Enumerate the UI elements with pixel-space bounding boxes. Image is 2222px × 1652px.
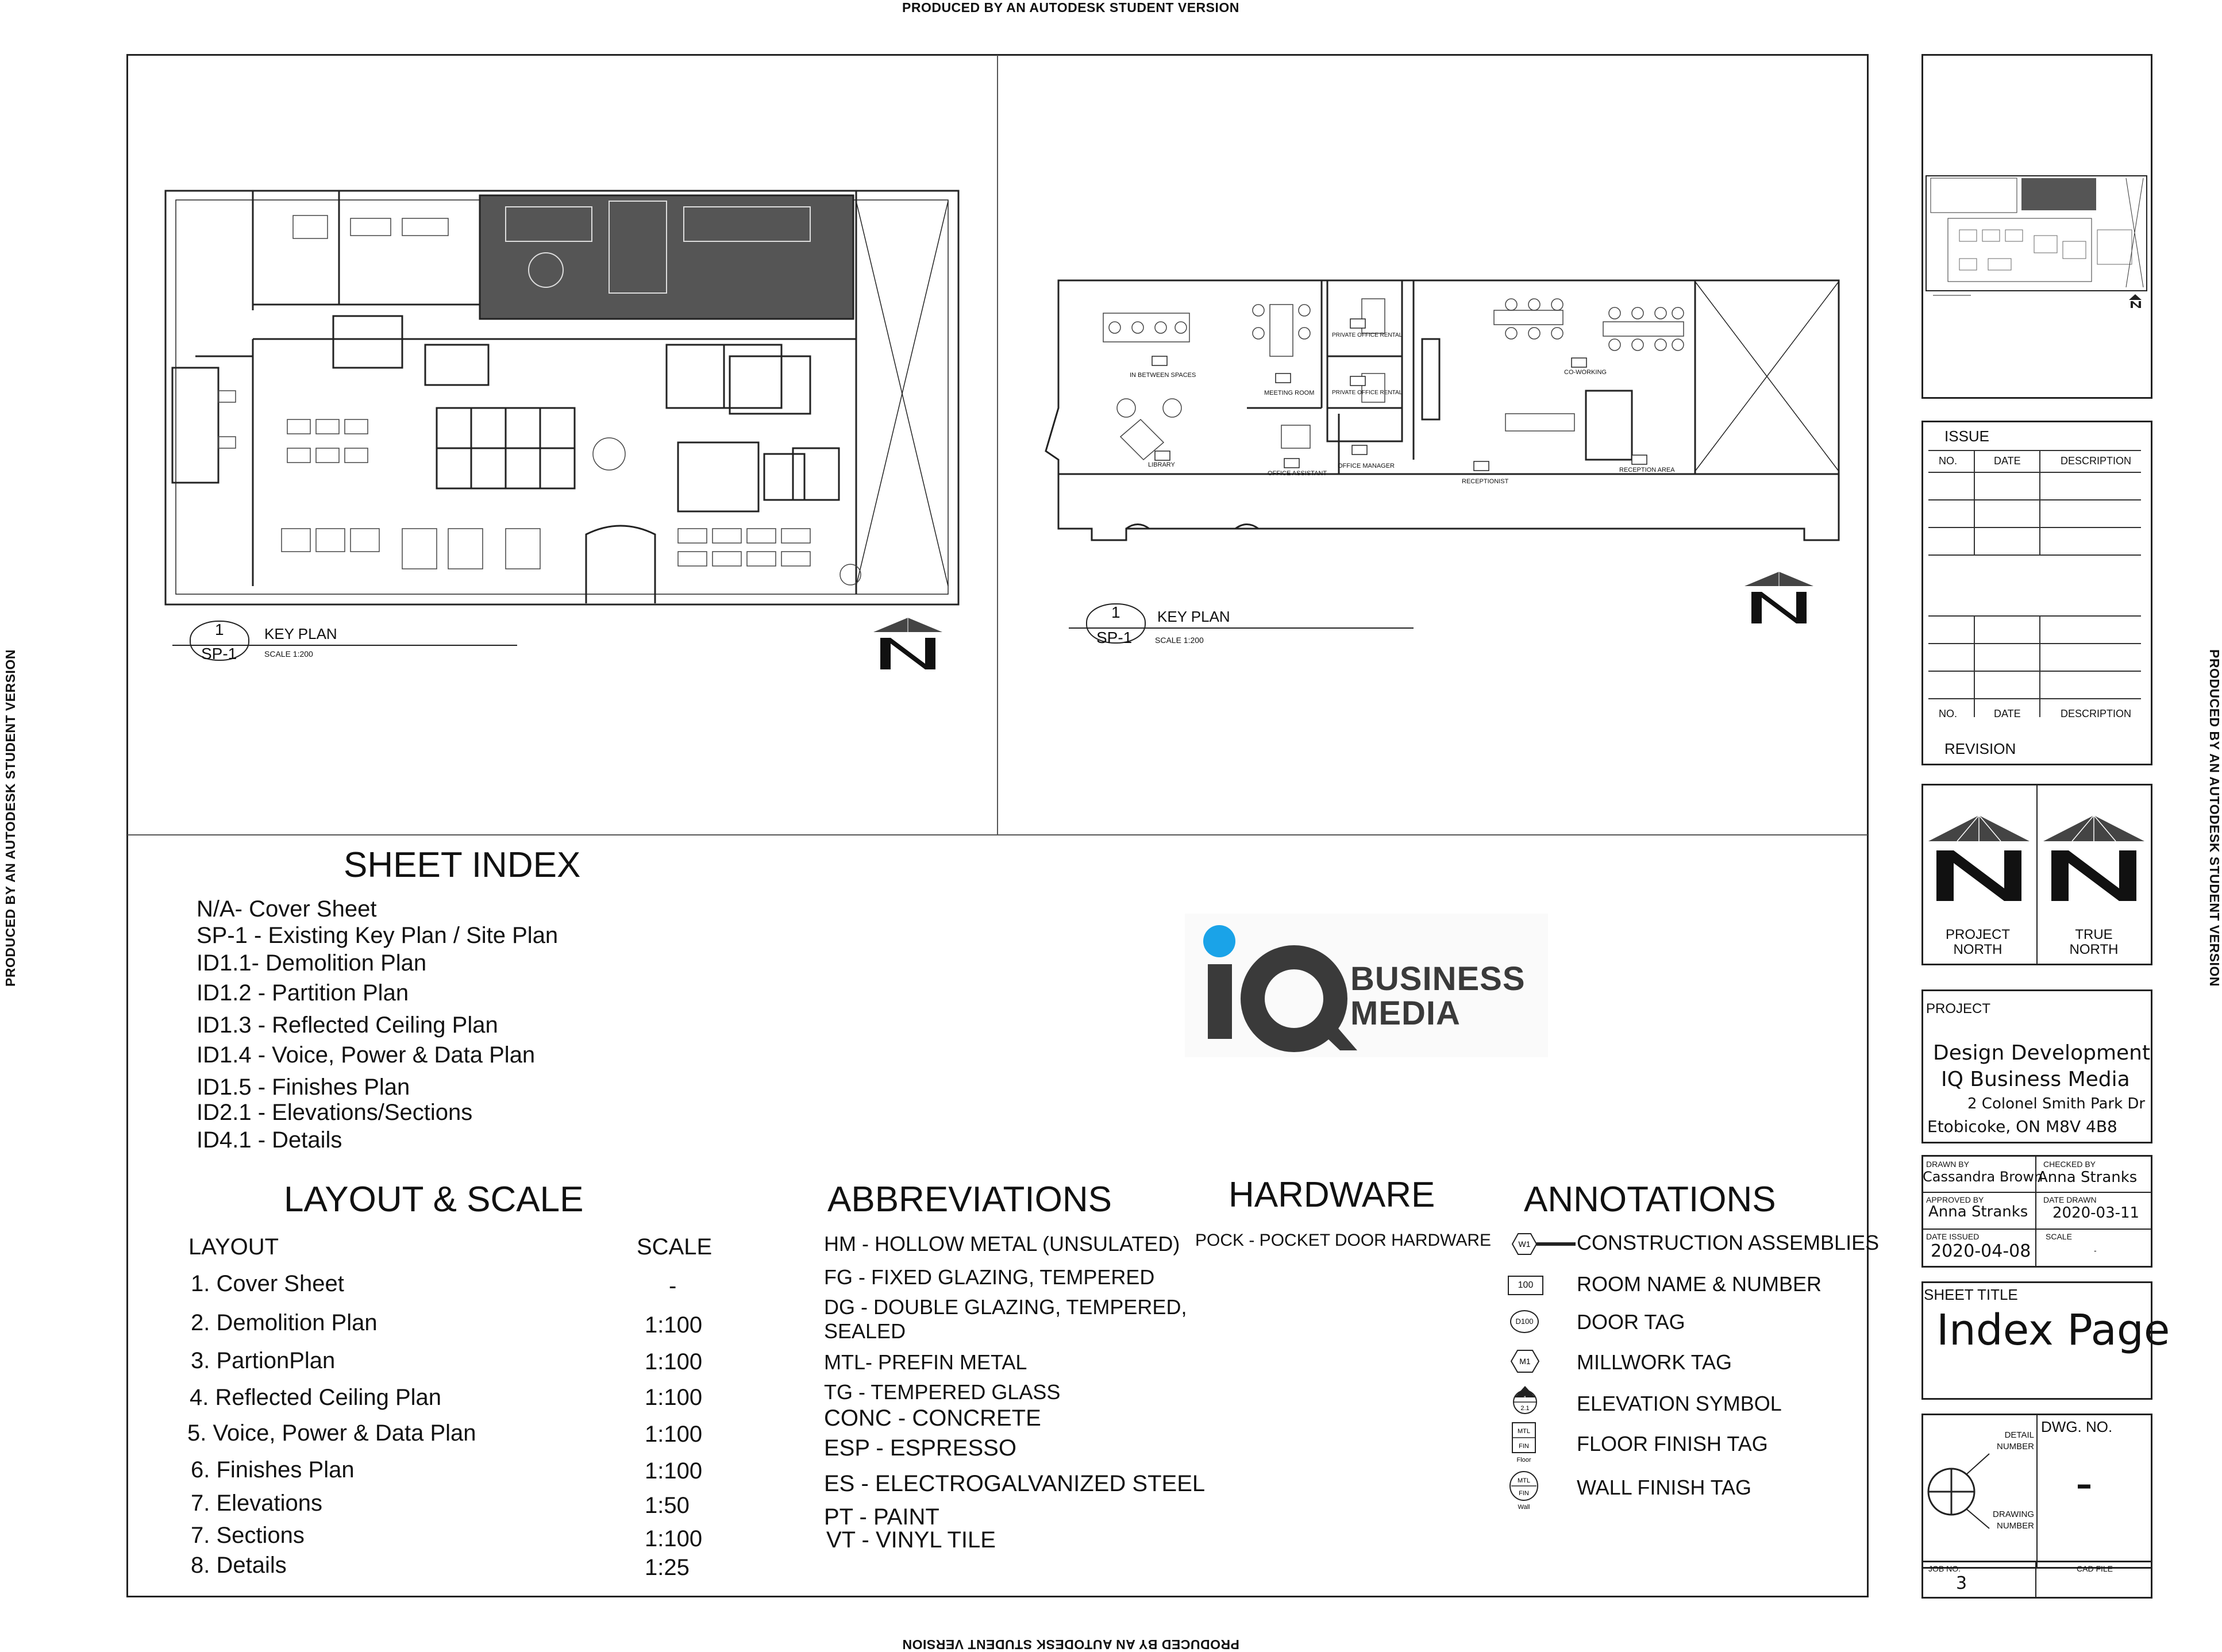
left-plan-title: KEY PLAN	[264, 625, 337, 642]
approved-by-value: Anna Stranks	[1928, 1203, 2028, 1220]
layout-row-name: 3. PartionPlan	[191, 1348, 336, 1373]
abbreviation-item: VT - VINYL TILE	[826, 1527, 996, 1553]
layout-row-scale: 1:100	[645, 1458, 703, 1484]
sheet-index-item: ID1.2 - Partition Plan	[197, 980, 409, 1006]
true-north-label: TRUE NORTH	[2069, 927, 2119, 957]
watermark-top: PRODUCED BY AN AUTODESK STUDENT VERSION	[902, 0, 1239, 15]
project-line-4: Etobicoke, ON M8V 4B8	[1927, 1117, 2117, 1136]
sheet-index-item: ID1.3 - Reflected Ceiling Plan	[197, 1012, 498, 1038]
dwg-no-value: -	[2075, 1454, 2093, 1512]
job-no-divider	[2035, 1561, 2036, 1599]
layout-row-scale: 1:50	[645, 1493, 690, 1518]
svg-text:M1: M1	[1519, 1357, 1531, 1366]
svg-text:FIN: FIN	[1519, 1490, 1529, 1497]
sheet-index-item: N/A- Cover Sheet	[197, 896, 377, 922]
issue-col-no: NO.	[1939, 455, 1958, 467]
right-north-arrow	[1739, 569, 1819, 626]
drawn-by-value: Cassandra Brown	[1923, 1169, 2043, 1185]
room-105	[1264, 390, 1314, 396]
abbreviation-item: ESP - ESPRESSO	[824, 1435, 1016, 1461]
svg-text:1: 1	[1523, 1395, 1527, 1402]
dwg-no-label: DWG. NO.	[2041, 1418, 2113, 1435]
abbreviation-item: TG - TEMPERED GLASS	[824, 1380, 1061, 1404]
abbreviation-item: ES - ELECTROGALVANIZED STEEL	[824, 1471, 1206, 1496]
room-100-name: RECEPTION AREA	[1619, 467, 1675, 473]
room-107	[1148, 461, 1175, 468]
right-plan-number: 1	[1111, 603, 1120, 621]
logo-line2: MEDIA	[1350, 995, 1461, 1032]
room-100	[1619, 467, 1675, 473]
date-issued-label: DATE ISSUED	[1926, 1232, 1980, 1241]
room-103	[1332, 390, 1402, 396]
issue-revision-grid	[1928, 447, 2147, 729]
job-no-value: 3	[1956, 1573, 1967, 1593]
layout-row-name: 7. Sections	[191, 1523, 305, 1548]
svg-text:2.1: 2.1	[1520, 1405, 1530, 1412]
right-key-plan-drawing	[1040, 276, 1850, 557]
sheet-index-item: ID2.1 - Elevations/Sections	[197, 1100, 473, 1125]
annotation-label: FLOOR FINISH TAG	[1577, 1432, 1768, 1455]
project-line-1: Design Development	[1933, 1041, 2151, 1065]
room-108-name: IN BETWEEN SPACES	[1130, 372, 1196, 379]
issue-col-date: DATE	[1994, 455, 2021, 467]
layout-row-scale: 1:100	[645, 1349, 703, 1374]
svg-text:W1: W1	[1518, 1239, 1531, 1249]
watermark-bottom: PRODUCED BY AN AUTODESK STUDENT VERSION	[902, 1637, 1239, 1652]
left-plan-number: 1	[215, 621, 224, 638]
project-north-arrow-icon	[1923, 812, 2035, 904]
right-plan-title: KEY PLAN	[1157, 608, 1230, 625]
layout-row-scale: 1:100	[645, 1385, 703, 1410]
abbreviation-item: SEALED	[824, 1319, 906, 1343]
left-plan-sheet: SP-1	[201, 645, 237, 663]
room-101-name: RECEPTIONIST	[1462, 478, 1509, 485]
revision-col-description: DESCRIPTION	[2061, 708, 2132, 719]
layout-row-name: 6. Finishes Plan	[191, 1457, 355, 1482]
project-line-3: 2 Colonel Smith Park Dr	[1967, 1095, 2146, 1112]
layout-column-header: LAYOUT	[188, 1234, 279, 1260]
drawn-by-row-divider-2	[1921, 1229, 2152, 1230]
approved-by-label: APPROVED BY	[1926, 1195, 1984, 1204]
sheet-index-title: SHEET INDEX	[344, 845, 581, 885]
project-north-label: PROJECT NORTH	[1945, 927, 2010, 957]
room-number-tag-icon: 100	[1508, 1276, 1543, 1295]
elevation-symbol-icon	[1510, 1384, 1540, 1416]
revision-col-no: NO.	[1939, 708, 1958, 719]
layout-row-name: 2. Demolition Plan	[191, 1310, 378, 1335]
annotation-label: MILLWORK TAG	[1577, 1350, 1732, 1374]
door-tag-icon: D100	[1510, 1310, 1539, 1333]
layout-row-scale: 1:100	[645, 1312, 703, 1338]
watermark-right: PRODUCED BY AN AUTODESK STUDENT VERSION	[2206, 649, 2222, 987]
abbreviation-item: DG - DOUBLE GLAZING, TEMPERED,	[824, 1295, 1187, 1319]
sheet-index-item: ID4.1 - Details	[197, 1127, 342, 1153]
floor-finish-tag-icon	[1508, 1420, 1540, 1465]
svg-text:MTL: MTL	[1518, 1477, 1530, 1484]
sheet-index-item: ID1.4 - Voice, Power & Data Plan	[197, 1042, 536, 1068]
detail-number-label: DETAIL NUMBER	[1996, 1430, 2034, 1451]
room-103-name: PRIVATE OFFICE RENTAL	[1332, 390, 1403, 396]
issue-title: ISSUE	[1944, 428, 1990, 445]
key-plan-thumbnail	[1925, 172, 2149, 310]
true-north-arrow-icon	[2038, 812, 2150, 904]
wall-finish-tag-icon	[1508, 1469, 1540, 1512]
left-key-plan-drawing	[161, 184, 965, 701]
svg-text:Wall: Wall	[1518, 1504, 1530, 1511]
left-north-arrow	[868, 615, 948, 672]
room-107-name: LIBRARY	[1148, 461, 1175, 468]
room-104-name: PRIVATE OFFICE RENTAL	[1332, 332, 1403, 338]
issue-col-description: DESCRIPTION	[2061, 455, 2132, 467]
layout-scale-title: LAYOUT & SCALE	[284, 1180, 584, 1219]
layout-row-name: 5. Voice, Power & Data Plan	[187, 1420, 476, 1446]
left-plan-scale: SCALE 1:200	[264, 649, 313, 659]
layout-row-name: 8. Details	[191, 1553, 287, 1578]
room-105-name: MEETING ROOM	[1264, 390, 1315, 396]
cad-file-label: CAD FILE	[2077, 1564, 2113, 1573]
checked-by-label: CHECKED BY	[2043, 1160, 2096, 1169]
room-102	[1338, 463, 1395, 469]
layout-row-scale: 1:100	[645, 1526, 703, 1551]
abbreviation-item: MTL- PREFIN METAL	[824, 1350, 1027, 1374]
right-plan-sheet: SP-1	[1096, 629, 1133, 646]
abbreviation-item: FG - FIXED GLAZING, TEMPERED	[824, 1265, 1155, 1289]
abbreviations-title: ABBREVIATIONS	[827, 1180, 1112, 1219]
room-co-working-name: CO-WORKING	[1564, 369, 1607, 376]
plan-divider-vertical	[997, 55, 998, 835]
drawn-by-row-divider-1	[1921, 1192, 2152, 1193]
hardware-item: POCK - POCKET DOOR HARDWARE	[1195, 1231, 1492, 1250]
room-104	[1332, 332, 1402, 338]
sheet-title-value: Index Page	[1936, 1306, 2170, 1355]
scale-label: SCALE	[2046, 1232, 2072, 1241]
annotation-label: WALL FINISH TAG	[1577, 1476, 1752, 1499]
svg-text:FIN: FIN	[1519, 1443, 1529, 1450]
project-line-2: IQ Business Media	[1941, 1068, 2130, 1091]
scale-value: -	[2094, 1246, 2097, 1255]
date-drawn-label: DATE DRAWN	[2043, 1195, 2097, 1204]
logo-iq-mark	[1196, 919, 1369, 1057]
layout-row-scale: 1:25	[645, 1555, 690, 1580]
layout-row-scale: 1:100	[645, 1422, 703, 1447]
room-co-working	[1564, 369, 1607, 376]
date-issued-value: 2020-04-08	[1931, 1241, 2031, 1261]
right-plan-scale: SCALE 1:200	[1155, 636, 1204, 645]
sheet-title-label: SHEET TITLE	[1924, 1286, 2018, 1303]
project-label: PROJECT	[1926, 1001, 1991, 1016]
job-no-label: JOB NO.	[1928, 1564, 1961, 1573]
company-logo	[1185, 914, 1548, 1057]
room-102-name: OFFICE MANAGER	[1338, 463, 1395, 469]
svg-text:Floor: Floor	[1516, 1457, 1531, 1464]
svg-text:MTL: MTL	[1518, 1428, 1530, 1435]
room-office-assistant	[1268, 470, 1327, 477]
drawn-by-label: DRAWN BY	[1926, 1160, 1969, 1169]
layout-row-name: 7. Elevations	[191, 1491, 323, 1516]
millwork-tag-icon	[1509, 1348, 1541, 1374]
room-108	[1130, 372, 1196, 379]
room-office-assistant-name: OFFICE ASSISTANT	[1268, 470, 1327, 477]
revision-col-date: DATE	[1994, 708, 2021, 719]
abbreviation-item: HM - HOLLOW METAL (UNSULATED)	[824, 1232, 1180, 1256]
detail-callout-icon	[1926, 1437, 2035, 1551]
abbreviation-item: CONC - CONCRETE	[824, 1405, 1041, 1431]
scale-column-header: SCALE	[637, 1234, 713, 1260]
date-drawn-value: 2020-03-11	[2052, 1204, 2140, 1222]
dwg-no-divider	[2036, 1414, 2038, 1569]
logo-line1: BUSINESS	[1350, 960, 1526, 998]
sheet-index-item: SP-1 - Existing Key Plan / Site Plan	[197, 923, 559, 948]
abbreviation-item: PT - PAINT	[824, 1504, 939, 1530]
checked-by-value: Anna Stranks	[2038, 1169, 2138, 1186]
watermark-left: PRODUCED BY AN AUTODESK STUDENT VERSION	[2, 649, 18, 987]
annotation-label: ELEVATION SYMBOL	[1577, 1392, 1782, 1415]
annotation-label: CONSTRUCTION ASSEMBLIES	[1577, 1231, 1880, 1254]
sheet-index-item: ID1.5 - Finishes Plan	[197, 1075, 410, 1100]
layout-row-name: 1. Cover Sheet	[191, 1271, 344, 1296]
construction-assembly-tag-icon	[1507, 1230, 1581, 1258]
plan-divider-horizontal	[128, 834, 1867, 835]
annotation-label: DOOR TAG	[1577, 1310, 1685, 1334]
annotation-label: ROOM NAME & NUMBER	[1577, 1272, 1822, 1296]
layout-row-scale: -	[669, 1273, 677, 1299]
annotations-title: ANNOTATIONS	[1524, 1180, 1776, 1219]
room-101	[1462, 478, 1508, 485]
layout-row-name: 4. Reflected Ceiling Plan	[190, 1385, 442, 1410]
hardware-title: HARDWARE	[1229, 1175, 1435, 1215]
revision-title: REVISION	[1944, 740, 2016, 757]
sheet-index-item: ID1.1- Demolition Plan	[197, 950, 427, 976]
drawing-number-label: DRAWING NUMBER	[1993, 1509, 2034, 1531]
